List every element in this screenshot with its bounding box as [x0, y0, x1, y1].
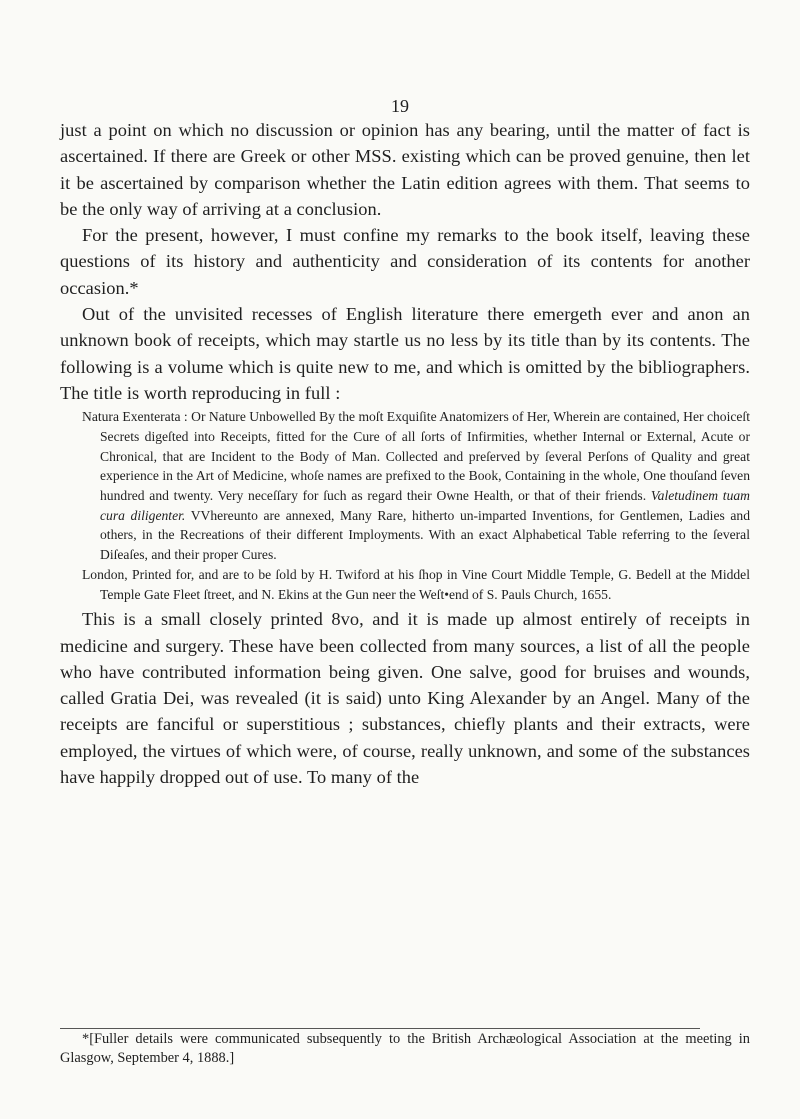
paragraph-4: This is a small closely printed 8vo, and it is made up almost entirely of receipts in medicine and surgery. These have been collected from many sources, a list of all the people who have contributed information being given. One salve, good for bruises and wounds, called Gratia Dei, was revealed (it is said) unto King Alexander by an Angel. Many of the receipts are fanciful or superstitious ; substances, chiefly plants and their extracts, were employed, the virtues of which were, of course, really unknown, and some of the substances have happily dropped out of use. To many of the [60, 609, 750, 788]
paragraph-1: just a point on which no discussion or opinion has any bearing, until the matter of fact is ascertained. If there are Greek or other MSS. existing which can be proved genuine, then let it be ascertained by comparison whether the Latin edition agrees with them. That seems to be the only way of arriving at a conclusion. [60, 120, 750, 219]
footnote-rule [60, 1028, 700, 1029]
paragraph-2: For the present, however, I must confine my remarks to the book itself, leaving these questions of its history and authenticity and consideration of its contents for another occasion.* [60, 225, 750, 298]
footnote [60, 1030, 750, 1068]
body-text [60, 117, 750, 790]
title-quote-part1: Natura Exenterata : Or Nature Unbowelled By the moſt Exquiſite Anatomizers of Her, Wherein are contained, Her choiceſt Secrets digeſted into Receipts, fitted for the Cure of all ſorts of Infirmities, whether Internal or External, Acute or Chronical, that are Incident to the Body of Man. Collected and preſerved by ſeveral Perſons of Quality and great experience in the Art of Medicine, whoſe names are prefixed to the Book, Containing in the whole, One thouſand ſeven hundred and twenty. Very neceſſary for ſuch as regard their Owne Health, or that of their friends. [82, 409, 750, 504]
title-quote-motto: Valetudinem tuam cura diligenter. [100, 488, 750, 523]
title-quote-part2: VVhereunto are annexed, Many Rare, hitherto un-imparted Inventions, for Gentlemen, Ladies and others, in the Recreations of their different Imployments. With an exact Alphabetical Table referring to the ſeveral Diſeaſes, and their proper Cures. [100, 507, 751, 563]
page-number: 19 [391, 96, 409, 116]
paragraph-3: Out of the unvisited recesses of English literature there emergeth ever and anon an unknown book of receipts, which may startle us no less by its title than by its contents. The following is a volume which is quite new to me, and which is omitted by the bibliographers. The title is worth reproducing in full : [60, 304, 750, 403]
title-quote-imprint: London, Printed for, and are to be ſold by H. Twiford at his ſhop in Vine Court Middle Temple, G. Bedell at the Middel Temple Gate Fleet ſtreet, and N. Ekins at the Gun neer the Weſt•end of S. Pauls Church, 1655. [82, 566, 750, 602]
footnote-text: *[Fuller details were communicated subsequently to the British Archæological Association at the meeting in Glasgow, September 4, 1888.] [60, 1031, 750, 1066]
title-quote [78, 407, 750, 565]
